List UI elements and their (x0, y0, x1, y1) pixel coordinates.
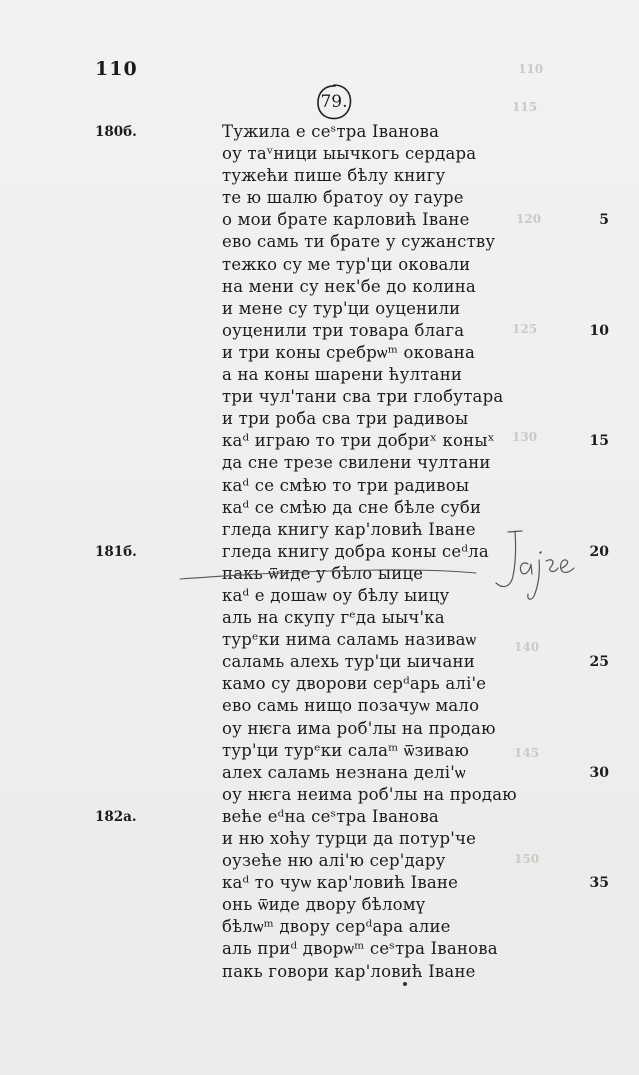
bleed-through-mark: 115 (512, 100, 538, 114)
poem-number-circled (314, 82, 354, 122)
verse-text: алех саламь незнана делі'ѡ (222, 762, 466, 782)
bleed-through-mark: 130 (512, 430, 538, 444)
poem-lines (0, 121, 639, 983)
bleed-through-mark: 150 (514, 852, 540, 866)
verse-text: оу нѥга неима роб'лы на продаю (222, 784, 517, 804)
poem-line (0, 673, 639, 695)
poem-line (0, 894, 639, 916)
poem-line (0, 187, 639, 209)
folio-marker: 181б. (95, 543, 137, 560)
bleed-through-mark: 145 (514, 746, 540, 760)
line-number: 30 (589, 764, 609, 781)
poem-line (0, 806, 639, 828)
poem-line (0, 386, 639, 408)
verse-text: тежко су ме тур'ци оковали (222, 254, 471, 274)
verse-text: гледа книгу добра коны сеᵈла (222, 541, 489, 561)
verse-text: и мене су тур'ци оуценили (222, 298, 461, 318)
verse-text: и три коны сребрѡᵐ окована (222, 342, 476, 362)
verse-text: турᵉки нима саламь називаѡ (222, 630, 477, 650)
poem-number: 79. (320, 92, 348, 112)
poem-line (0, 718, 639, 740)
verse-text: бѣлѡᵐ двору серᵈара алие (222, 917, 451, 937)
verse-text: и три роба сва три радивоы (222, 409, 469, 429)
verse-text: аль приᵈ дворѡᵐ сеˢтра Іванова (222, 939, 498, 959)
poem-line (0, 784, 639, 806)
poem-line (0, 475, 639, 497)
folio-marker: 180б. (95, 124, 137, 140)
poem-line (0, 651, 639, 673)
poem-line (0, 298, 639, 320)
poem-line (0, 430, 639, 452)
poem-line (0, 209, 639, 231)
verse-text: пакь ѿиде у бѣло ыице (222, 563, 424, 583)
poem-line (0, 916, 639, 938)
poem-line (0, 607, 639, 629)
poem-line (0, 452, 639, 474)
poem-line (0, 408, 639, 430)
poem-line (0, 231, 639, 253)
verse-text: те ю шалю братоу оу гауре (222, 188, 464, 208)
poem-line (0, 342, 639, 364)
poem-line (0, 497, 639, 519)
bleed-through-mark: 110 (518, 62, 544, 76)
line-number: 5 (599, 212, 609, 229)
poem-line (0, 165, 639, 187)
verse-text: три чул'тани сва три глобутара (222, 387, 504, 407)
verse-text: оузеће ню алі'ю сер'дару (222, 851, 446, 871)
poem-line (0, 695, 639, 717)
bleed-through-mark: 140 (514, 640, 540, 654)
page-number: 110 (95, 58, 138, 80)
poem-line (0, 519, 639, 541)
verse-text: каᵈ играю то три добриˣ коныˣ (222, 431, 495, 451)
poem-line (0, 143, 639, 165)
verse-text: оу нѥга има роб'лы на продаю (222, 718, 496, 738)
verse-text: о мои брате карловић Іване (222, 210, 470, 230)
verse-text: камо су дворови серᵈарь алі'е (222, 674, 487, 694)
line-number: 25 (589, 654, 609, 671)
verse-text: онь ѿиде двору бѣломү (222, 895, 426, 915)
folio-marker: 182а. (95, 808, 137, 825)
poem-line (0, 585, 639, 607)
verse-text: тур'ци турᵉки салаᵐ ѿзиваю (222, 740, 470, 760)
poem-line (0, 938, 639, 960)
poem-line (0, 762, 639, 784)
verse-text: ево самь ти брате у сужанству (222, 232, 496, 252)
verse-text: веће еᵈна сеˢтра Іванова (222, 806, 439, 826)
poem-line (0, 563, 639, 585)
line-number: 35 (589, 875, 609, 892)
verse-text: тужећи пише бѣлу книгу (222, 166, 446, 186)
ink-dot (403, 982, 407, 986)
poem-line (0, 121, 639, 143)
verse-text: и ню хоћу турци да потур'че (222, 829, 477, 848)
verse-text: пакь говори кар'ловић Іване (222, 961, 476, 981)
poem-line (0, 850, 639, 872)
line-number: 10 (589, 322, 609, 339)
poem-line (0, 629, 639, 651)
line-number: 20 (589, 543, 609, 560)
poem-line (0, 872, 639, 894)
verse-text: каᵈ то чуѡ кар'ловић Іване (222, 873, 459, 893)
verse-text: а на коны шарени ћултани (222, 365, 463, 385)
poem-line (0, 541, 639, 563)
poem-line (0, 320, 639, 342)
verse-text: гледа книгу кар'ловић Іване (222, 519, 476, 539)
poem-line (0, 364, 639, 386)
verse-text: саламь алехь тур'ци ыичани (222, 652, 475, 672)
verse-text: каᵈ е дошаѡ оу бѣлу ыицу (222, 585, 450, 605)
bleed-through-mark: 120 (516, 212, 542, 226)
verse-text: на мени су нек'бе до колина (222, 276, 476, 296)
verse-text: Тужила е сеˢтра Іванова (222, 122, 440, 141)
verse-text: оу таᵛници ыычкогь сердара (222, 144, 477, 164)
verse-text: оуценили три товара блага (222, 320, 465, 340)
line-number: 15 (589, 433, 609, 450)
bleed-through-mark: 125 (512, 322, 538, 336)
verse-text: ево самь нищо позачуѡ мало (222, 696, 480, 716)
handwritten-annotation-text: Jajce (482, 526, 485, 527)
poem-line (0, 961, 639, 983)
verse-text: да сне трезе свилени чултани (222, 453, 491, 473)
poem-line (0, 254, 639, 276)
poem-line (0, 276, 639, 298)
verse-text: каᵈ се смѣю то три радивоы (222, 475, 470, 495)
poem-line (0, 828, 639, 850)
poem-line (0, 740, 639, 762)
verse-text: каᵈ се смѣю да сне бѣле суби (222, 497, 482, 517)
verse-text: аль на скупу гᵉда ыыч'ка (222, 608, 445, 628)
